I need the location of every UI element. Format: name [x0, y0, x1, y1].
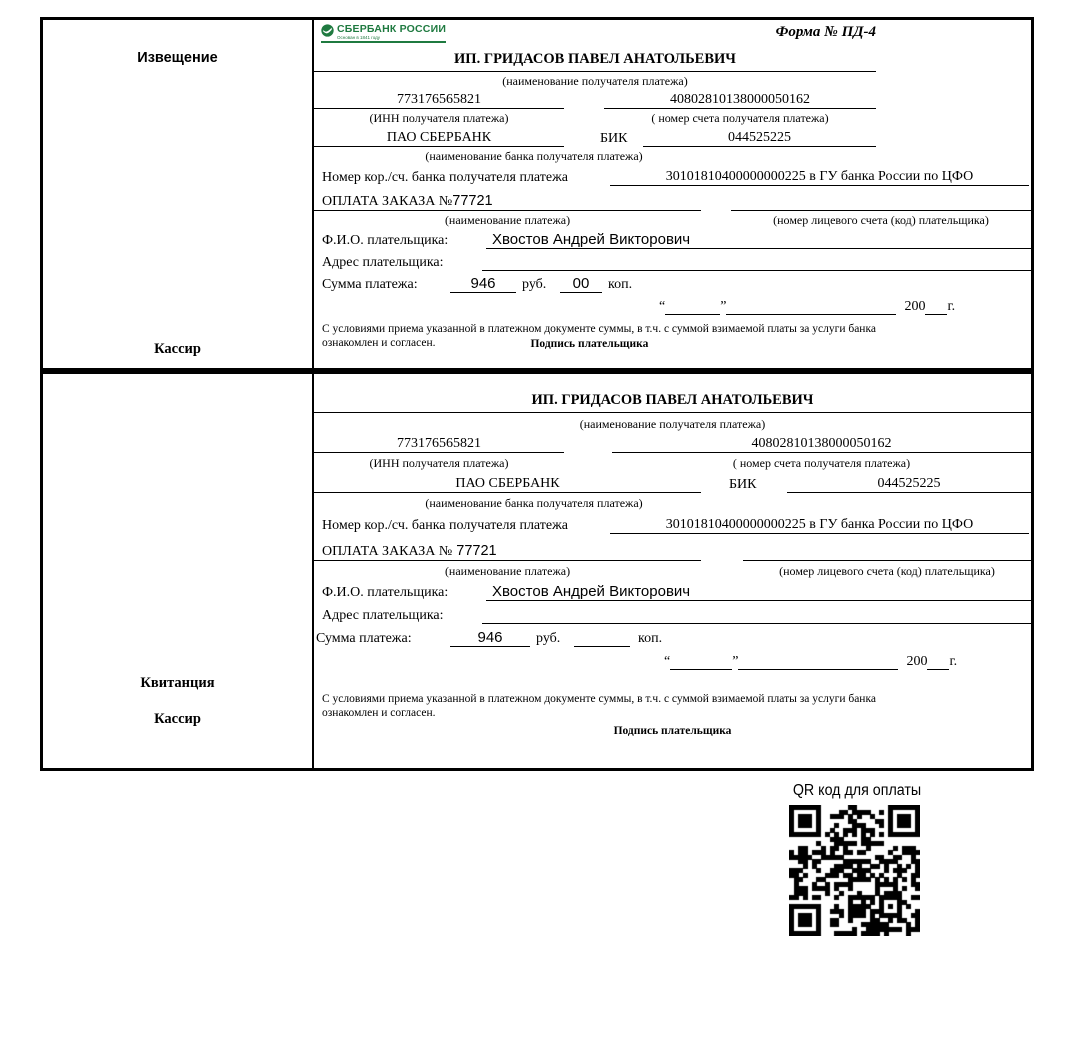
- bank-name-value: ПАО СБЕРБАНК: [314, 476, 701, 493]
- payee-inn-value: 773176565821: [314, 92, 564, 109]
- year-prefix: 200: [904, 299, 926, 314]
- bik-value: 044525225: [787, 476, 1031, 493]
- bank-caption: (наименование банка получателя платежа): [425, 149, 643, 163]
- payee-caption: (наименование получателя платежа): [502, 74, 688, 88]
- qr-code-icon: [789, 805, 920, 936]
- address-label: Адрес плательщика:: [322, 255, 444, 270]
- sberbank-logo-icon: [321, 24, 334, 37]
- payee-account-value: 40802810138000050162: [604, 92, 876, 109]
- agreement-line2: ознакомлен и согласен.: [322, 337, 436, 349]
- section-title: Извещение: [137, 50, 218, 66]
- bank-name-value: ПАО СБЕРБАНК: [314, 130, 564, 147]
- payee-inn-value: 773176565821: [314, 436, 564, 453]
- bank-logo-subtext: Основан в 1841 году: [337, 35, 381, 40]
- date-quote-open: “: [664, 654, 671, 669]
- payment-name-number: 77721: [456, 543, 497, 559]
- date-month-blank: [738, 652, 898, 670]
- account-caption: ( номер счета получателя платежа): [651, 111, 829, 125]
- signature-label: Подпись плательщика: [530, 338, 649, 350]
- year-suffix: г.: [949, 654, 958, 669]
- inn-caption: (ИНН получателя платежа): [369, 456, 509, 470]
- form-number: Форма № ПД-4: [775, 24, 876, 40]
- corr-account-label: Номер кор./сч. банка получателя платежа: [322, 518, 568, 533]
- payee-caption: (наименование получателя платежа): [579, 417, 766, 431]
- personal-account-blank: [743, 543, 1031, 561]
- amount-kop-value: [574, 646, 630, 647]
- date-day-blank: [665, 297, 720, 315]
- corr-account-value: 30101810400000000225 в ГУ банка России по ЦФО: [610, 169, 1029, 186]
- qr-label: QR код для оплаты: [792, 782, 922, 799]
- payee-account-value: 40802810138000050162: [612, 436, 1031, 453]
- notice-left-cell: [43, 20, 314, 368]
- bank-caption: (наименование банка получателя платежа): [425, 496, 643, 510]
- sum-label: Сумма платежа:: [322, 277, 418, 292]
- personal-caption: (номер лицевого счета (код) плательщика): [773, 213, 989, 227]
- agreement-line1: С условиями приема указанной в платежном документе суммы, в т.ч. с суммой взимаемой платы за услуги банка: [322, 693, 876, 705]
- payment-name-label: ОПЛАТА ЗАКАЗА №: [322, 194, 453, 209]
- bik-label: БИК: [729, 477, 757, 492]
- sum-label: Сумма платежа:: [316, 631, 412, 646]
- personal-caption: (номер лицевого счета (код) плательщика): [779, 564, 995, 578]
- kop-label: коп.: [638, 631, 663, 646]
- amount-kop-value: 00: [560, 275, 602, 293]
- inn-caption: (ИНН получателя платежа): [369, 111, 509, 125]
- receipt-left-cell: [43, 374, 314, 768]
- payee-name: ИП. ГРИДАСОВ ПАВЕЛ АНАТОЛЬЕВИЧ: [314, 51, 876, 72]
- fio-label: Ф.И.О. плательщика:: [322, 233, 449, 248]
- date-month-blank: [726, 297, 896, 315]
- amount-rub-value: 946: [450, 629, 530, 647]
- signature-label: Подпись плательщика: [613, 725, 732, 737]
- receipt-right-cell: [314, 374, 1031, 768]
- year-suffix: г.: [947, 299, 956, 314]
- address-blank: [482, 253, 1031, 271]
- date-quote-close: ”: [732, 654, 739, 669]
- fio-label: Ф.И.О. плательщика:: [322, 585, 449, 600]
- notice-right-cell: [314, 20, 1031, 368]
- date-quote-open: “: [659, 299, 666, 314]
- date-day-blank: [670, 652, 732, 670]
- kop-label: коп.: [608, 277, 633, 292]
- section-title: Квитанция: [140, 675, 215, 691]
- year-blank: [927, 652, 949, 670]
- receipt-section: [40, 371, 1034, 771]
- qr-block: [787, 782, 927, 936]
- cashier-label: Кассир: [154, 711, 201, 727]
- bik-label: БИК: [600, 131, 628, 146]
- payment-caption: (наименование платежа): [444, 564, 571, 578]
- corr-account-label: Номер кор./сч. банка получателя платежа: [322, 170, 568, 185]
- bank-logo-name: СБЕРБАНК РОССИИ: [337, 23, 447, 35]
- payment-name-label: ОПЛАТА ЗАКАЗА №: [322, 544, 453, 559]
- year-prefix: 200: [906, 654, 928, 669]
- sberbank-logo: [321, 24, 446, 43]
- payment-caption: (наименование платежа): [444, 213, 571, 227]
- agreement-line1: С условиями приема указанной в платежном документе суммы, в т.ч. с суммой взимаемой платы за услуги банка: [322, 323, 876, 335]
- payee-name: ИП. ГРИДАСОВ ПАВЕЛ АНАТОЛЬЕВИЧ: [314, 392, 1031, 413]
- notice-section: [40, 17, 1034, 371]
- rub-label: руб.: [522, 277, 547, 292]
- address-blank: [482, 606, 1031, 624]
- cashier-label: Кассир: [154, 341, 201, 357]
- address-label: Адрес плательщика:: [322, 608, 444, 623]
- agreement-line2: ознакомлен и согласен.: [322, 707, 436, 719]
- account-caption: ( номер счета получателя платежа): [732, 456, 911, 470]
- fio-value: Хвостов Андрей Викторович: [486, 231, 1031, 249]
- corr-account-value: 30101810400000000225 в ГУ банка России по ЦФО: [610, 517, 1029, 534]
- rub-label: руб.: [536, 631, 561, 646]
- fio-value: Хвостов Андрей Викторович: [486, 583, 1031, 601]
- date-quote-close: ”: [720, 299, 727, 314]
- personal-account-blank: [731, 193, 1031, 211]
- payment-name-number: 77721: [452, 193, 493, 209]
- amount-rub-value: 946: [450, 275, 516, 293]
- year-blank: [925, 297, 947, 315]
- bik-value: 044525225: [643, 130, 876, 147]
